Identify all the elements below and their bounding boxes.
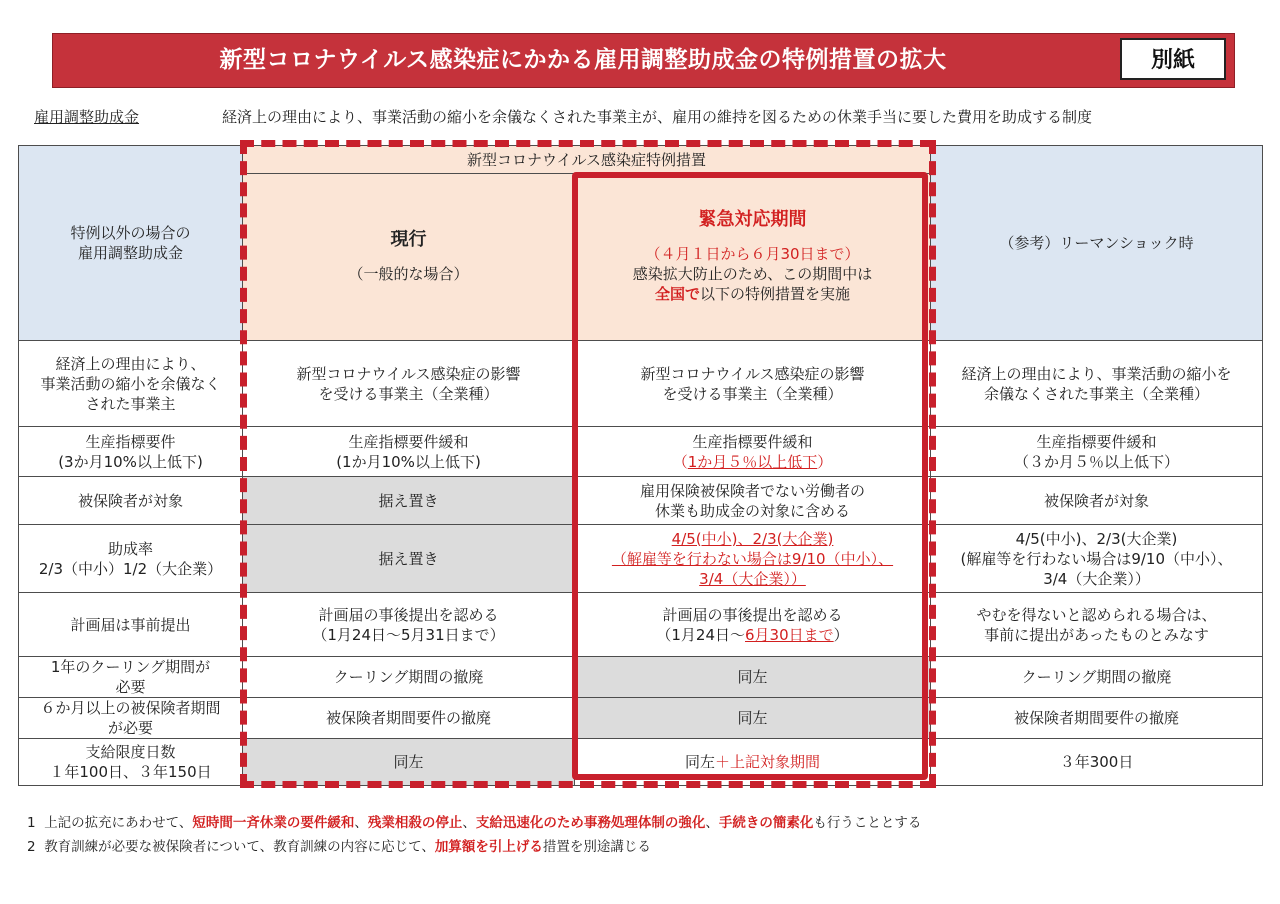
row-current-cell: 被保険者期間要件の撤廃: [243, 698, 575, 739]
page-title: 新型コロナウイルス感染症にかかる雇用調整助成金の特例措置の拡大: [219, 47, 947, 73]
table-row: [19, 525, 1263, 593]
row-standard-cell: 計画届は事前提出: [19, 593, 243, 657]
row-current-cell: 新型コロナウイルス感染症の影響 を受ける事業主（全業種）: [243, 341, 575, 427]
table-row: [19, 477, 1263, 525]
row-reference-cell: 被保険者期間要件の撤廃: [931, 698, 1263, 739]
row-emergency-cell: 計画届の事後提出を認める （1月24日～6月30日まで）: [575, 593, 931, 657]
row-standard-cell: ６か月以上の被保険者期間 が必要: [19, 698, 243, 739]
row-emergency-cell: 生産指標要件緩和 （1か月５％以上低下）: [575, 427, 931, 477]
row-reference-cell: ３年300日: [931, 739, 1263, 786]
table-row: [19, 657, 1263, 698]
table-row: [19, 739, 1263, 786]
header-reference: （参考）リーマンショック時: [931, 146, 1263, 341]
row-reference-cell: 生産指標要件緩和 （３か月５％以上低下）: [931, 427, 1263, 477]
row-emergency-cell: 同左: [575, 657, 931, 698]
row-emergency-cell: 同左＋上記対象期間: [575, 739, 931, 786]
note-1: 1 上記の拡充にあわせて、短時間一斉休業の要件緩和、残業相殺の停止、支給迅速化のため事務処理体制の強化、手続きの簡素化も行うこととする: [27, 815, 922, 831]
table-row: [19, 341, 1263, 427]
row-standard-cell: 生産指標要件 (3か月10%以上低下): [19, 427, 243, 477]
row-emergency-cell: 同左: [575, 698, 931, 739]
row-standard-cell: 1年のクーリング期間が 必要: [19, 657, 243, 698]
row-current-cell: クーリング期間の撤廃: [243, 657, 575, 698]
row-reference-cell: 被保険者が対象: [931, 477, 1263, 525]
comparison-table: [18, 145, 1263, 786]
definition-text: 経済上の理由により、事業活動の縮小を余儀なくされた事業主が、雇用の維持を図るための休業手当に要した費用を助成する制度: [222, 108, 1093, 126]
row-reference-cell: やむを得ないと認められる場合は、 事前に提出があったものとみなす: [931, 593, 1263, 657]
row-current-cell: 生産指標要件緩和 (1か月10%以上低下): [243, 427, 575, 477]
row-emergency-cell: 雇用保険被保険者でない労働者の 休業も助成金の対象に含める: [575, 477, 931, 525]
row-current-cell: 据え置き: [243, 525, 575, 593]
attachment-tag: 別紙: [1120, 38, 1226, 80]
row-reference-cell: 経済上の理由により、事業活動の縮小を 余儀なくされた事業主（全業種）: [931, 341, 1263, 427]
row-standard-cell: 支給限度日数 １年100日、３年150日: [19, 739, 243, 786]
row-standard-cell: 経済上の理由により、 事業活動の縮小を余儀なく された事業主: [19, 341, 243, 427]
header-standard: 特例以外の場合の 雇用調整助成金: [19, 146, 243, 341]
row-current-cell: 計画届の事後提出を認める （1月24日～5月31日まで）: [243, 593, 575, 657]
row-current-cell: 据え置き: [243, 477, 575, 525]
note-2: 2 教育訓練が必要な被保険者について、教育訓練の内容に応じて、加算額を引上げる措置を別途講じる: [27, 839, 651, 855]
row-standard-cell: 被保険者が対象: [19, 477, 243, 525]
row-emergency-cell: 4/5(中小)、2/3(大企業) （解雇等を行わない場合は9/10（中小）、 3/4（大企業））: [575, 525, 931, 593]
header-special-group: 新型コロナウイルス感染症特例措置: [243, 146, 931, 174]
table-row: [19, 698, 1263, 739]
row-standard-cell: 助成率 2/3（中小）1/2（大企業）: [19, 525, 243, 593]
header-emergency: 緊急対応期間 （４月１日から６月30日まで） 感染拡大防止のため、この期間中は 全国で以下の特例措置を実施: [575, 174, 931, 341]
table-row: [19, 427, 1263, 477]
row-reference-cell: クーリング期間の撤廃: [931, 657, 1263, 698]
definition-term: 雇用調整助成金: [34, 108, 140, 126]
header-current: 現行 （一般的な場合）: [243, 174, 575, 341]
row-emergency-cell: 新型コロナウイルス感染症の影響 を受ける事業主（全業種）: [575, 341, 931, 427]
row-current-cell: 同左: [243, 739, 575, 786]
table-row: [19, 593, 1263, 657]
row-reference-cell: 4/5(中小)、2/3(大企業) (解雇等を行わない場合は9/10（中小）、 3/4（大企業））: [931, 525, 1263, 593]
title-banner: [52, 33, 1235, 88]
